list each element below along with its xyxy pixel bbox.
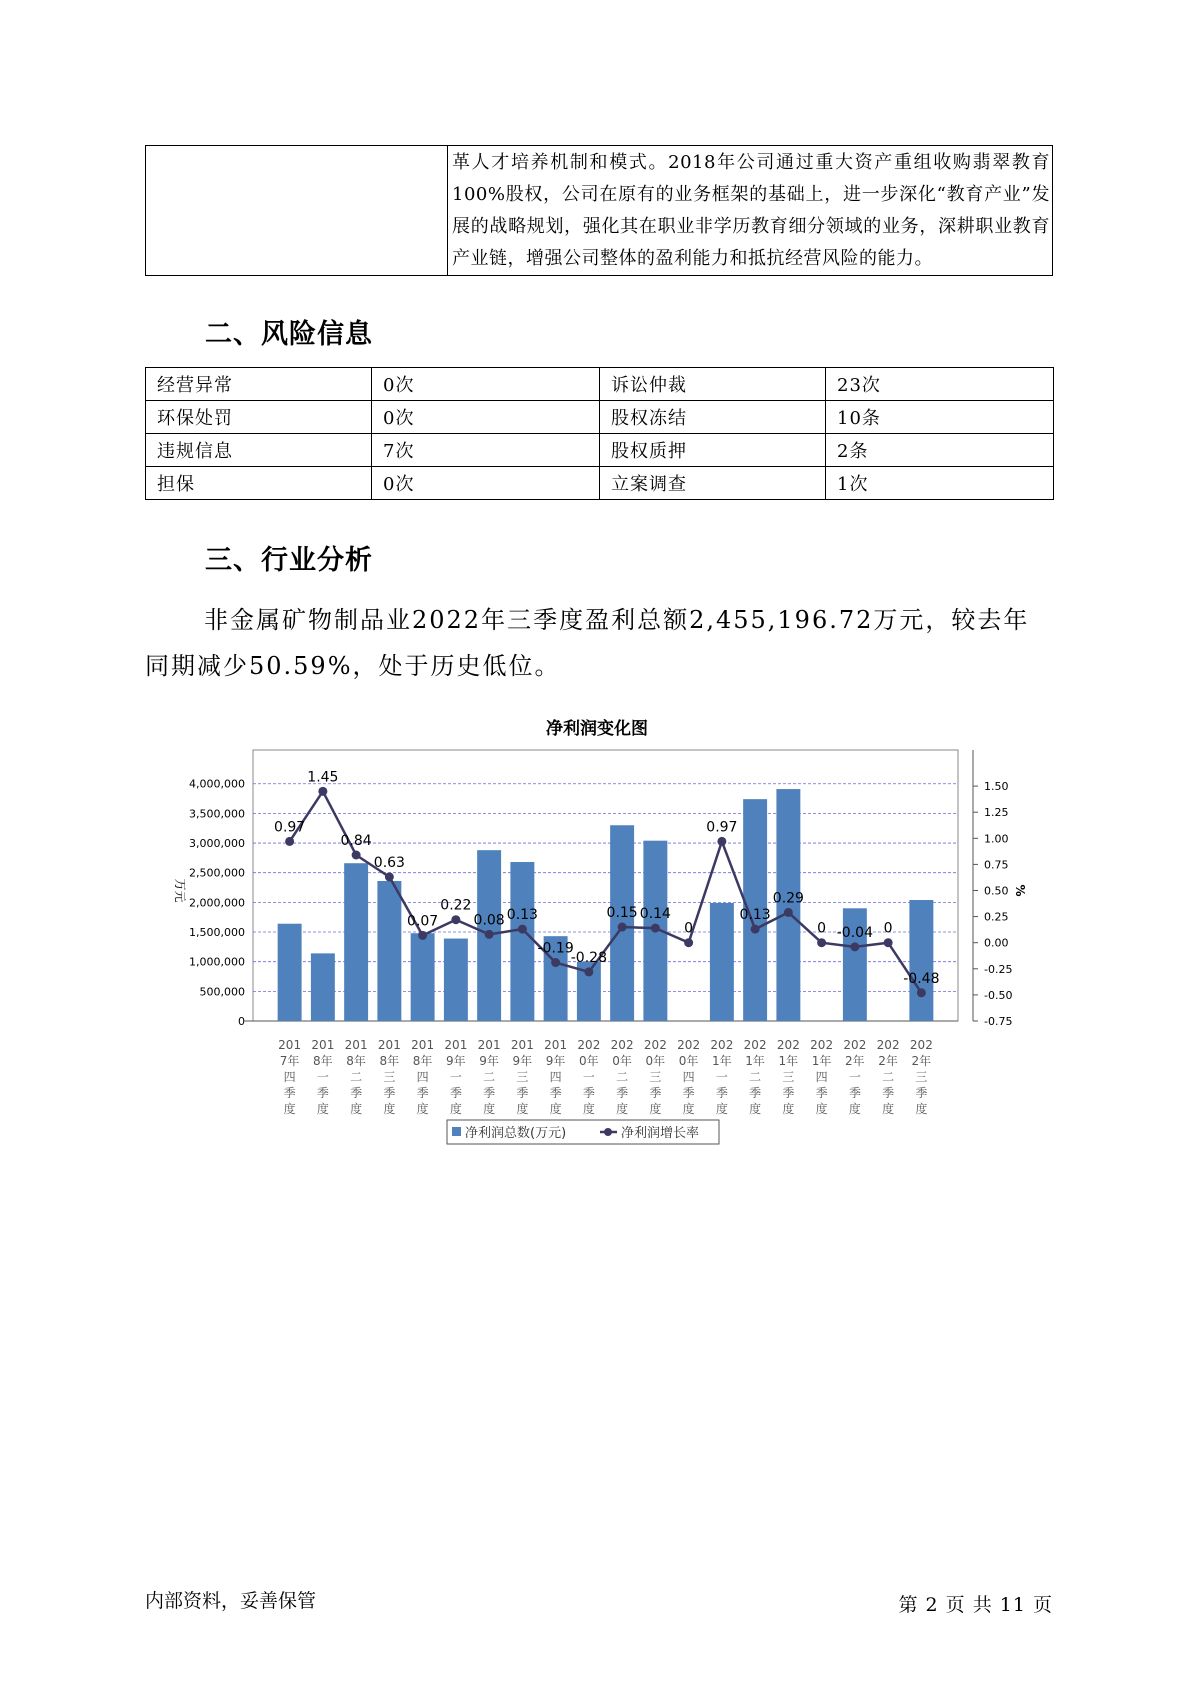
risk-label: 违规信息 — [146, 434, 372, 467]
y-tick-label: 1,500,000 — [189, 926, 245, 940]
table-row — [146, 368, 1054, 401]
risk-label: 担保 — [146, 467, 372, 500]
bar — [311, 953, 335, 1021]
data-label: 0 — [684, 920, 694, 937]
data-label: -0.48 — [903, 970, 940, 987]
bar — [710, 903, 734, 1021]
chart-title: 净利润变化图 — [546, 719, 648, 739]
x-tick-label: 202 0年一季度 — [577, 1038, 601, 1116]
risk-value: 0次 — [372, 368, 600, 401]
page-mid: 页 共 — [945, 1594, 993, 1616]
table-row — [146, 434, 1054, 467]
legend-line-marker — [604, 1128, 612, 1136]
x-tick-label: 201 7年四季度 — [278, 1038, 302, 1116]
bar — [278, 924, 302, 1021]
data-label: 0.15 — [606, 905, 638, 922]
growth-point — [318, 787, 327, 796]
y2-tick-label: 1.00 — [984, 832, 1009, 846]
growth-point — [518, 925, 527, 934]
x-tick-label: 201 8年一季度 — [311, 1038, 335, 1116]
risk-value: 10条 — [826, 401, 1054, 434]
x-tick-label: 201 9年四季度 — [544, 1038, 568, 1116]
x-tick-label: 201 9年一季度 — [444, 1038, 468, 1116]
y-tick-label: 3,000,000 — [189, 837, 245, 851]
growth-point — [618, 923, 627, 932]
growth-point — [385, 872, 394, 881]
y-tick-label: 2,500,000 — [189, 866, 245, 880]
bar — [411, 933, 435, 1021]
growth-point — [817, 938, 826, 947]
page-suffix: 页 — [1032, 1594, 1053, 1616]
company-intro-table — [145, 145, 1053, 276]
y2-tick-label: -0.25 — [984, 962, 1013, 976]
risk-value: 23次 — [826, 368, 1054, 401]
data-label: 0 — [883, 920, 893, 937]
y2-tick-label: 1.50 — [984, 780, 1009, 794]
risk-value: 2条 — [826, 434, 1054, 467]
y-tick-label: 500,000 — [199, 985, 245, 999]
data-label: 0.13 — [506, 907, 538, 924]
y-tick-label: 1,000,000 — [189, 955, 245, 969]
bar — [344, 863, 368, 1021]
growth-point — [684, 938, 693, 947]
table-row — [146, 467, 1054, 500]
net-profit-chart — [160, 710, 1040, 1170]
growth-point — [551, 958, 560, 967]
risk-value: 7次 — [372, 434, 600, 467]
risk-label: 诉讼仲裁 — [600, 368, 826, 401]
y-tick-label: 3,500,000 — [189, 807, 245, 821]
growth-point — [751, 925, 760, 934]
intro-text-cell: 革人才培养机制和模式。2018年公司通过重大资产重组收购翡翠教育100%股权，公司在原有的业务框架的基础上，进一步深化“教育产业”发展的战略规划，强化其在职业非学历教育细分领域的业务，深耕职业教育产业链，增强公司整体的盈利能力和抵抗经营风险的能力。 — [448, 146, 1053, 276]
page-total: 11 — [999, 1594, 1026, 1616]
data-label: -0.19 — [537, 940, 574, 957]
page-number — [898, 1590, 1053, 1617]
y2-tick-label: -0.50 — [984, 988, 1013, 1002]
growth-point — [850, 942, 859, 951]
risk-value: 0次 — [372, 467, 600, 500]
y2-tick-label: 0.00 — [984, 936, 1009, 950]
x-tick-label: 202 2年一季度 — [843, 1038, 867, 1116]
industry-paragraph: 非金属矿物制品业2022年三季度盈利总额2,455,196.72万元，较去年同期减少50.59%，处于历史低位。 — [145, 606, 1030, 680]
risk-label: 立案调查 — [600, 467, 826, 500]
y2-tick-label: -0.75 — [984, 1015, 1013, 1028]
y2-tick-label: 0.50 — [984, 884, 1009, 898]
risk-label: 经营异常 — [146, 368, 372, 401]
x-tick-label: 202 0年三季度 — [643, 1038, 667, 1116]
footer-confidential: 内部资料，妥善保管 — [145, 1590, 317, 1612]
x-tick-label: 202 0年四季度 — [677, 1038, 701, 1116]
growth-point — [651, 924, 660, 933]
growth-point — [784, 908, 793, 917]
growth-point — [418, 931, 427, 940]
x-tick-label: 202 1年二季度 — [743, 1038, 767, 1116]
x-tick-label: 202 1年三季度 — [776, 1038, 800, 1116]
data-label: 0.97 — [706, 819, 738, 836]
bar — [510, 862, 534, 1021]
data-label: 0.97 — [274, 819, 306, 836]
y2-tick-label: 1.25 — [984, 806, 1009, 820]
data-label: 0.63 — [373, 854, 405, 871]
x-tick-label: 201 8年四季度 — [411, 1038, 435, 1116]
growth-point — [451, 915, 460, 924]
risk-heading: 二、风险信息 — [205, 319, 373, 350]
risk-value: 0次 — [372, 401, 600, 434]
growth-point — [485, 930, 494, 939]
bar — [444, 939, 468, 1021]
x-tick-label: 202 0年二季度 — [610, 1038, 634, 1116]
page-prefix: 第 — [898, 1594, 919, 1616]
legend-bar-swatch — [452, 1127, 461, 1136]
data-label: 0.13 — [739, 907, 771, 924]
growth-point — [285, 837, 294, 846]
growth-point — [584, 967, 593, 976]
bar — [377, 881, 401, 1021]
y-tick-label: 4,000,000 — [189, 777, 245, 791]
data-label: 0.84 — [340, 833, 372, 850]
y2-tick-label: 0.75 — [984, 858, 1009, 872]
data-label: 0.29 — [772, 890, 804, 907]
risk-label: 股权冻结 — [600, 401, 826, 434]
y2-axis-label: % — [1013, 884, 1027, 897]
growth-point — [917, 988, 926, 997]
x-tick-label: 202 2年三季度 — [909, 1038, 933, 1116]
table-row — [146, 401, 1054, 434]
x-tick-label: 201 9年二季度 — [477, 1038, 501, 1116]
data-label: 1.45 — [307, 769, 339, 786]
data-label: 0.22 — [440, 897, 472, 914]
x-tick-label: 201 8年三季度 — [377, 1038, 401, 1116]
data-label: -0.28 — [570, 949, 607, 966]
y2-tick-label: 0.25 — [984, 910, 1009, 924]
data-label: 0.07 — [407, 913, 439, 930]
x-tick-label: 202 1年一季度 — [710, 1038, 734, 1116]
growth-point — [884, 938, 893, 947]
data-label: 0.08 — [473, 912, 505, 929]
intro-label-cell — [146, 146, 448, 276]
y-tick-label: 2,000,000 — [189, 896, 245, 910]
data-label: -0.04 — [836, 924, 873, 941]
x-tick-label: 202 2年二季度 — [876, 1038, 900, 1116]
page-current: 2 — [925, 1594, 939, 1616]
risk-label: 环保处罚 — [146, 401, 372, 434]
growth-point — [352, 851, 361, 860]
bar — [909, 900, 933, 1021]
data-label: 0 — [817, 920, 827, 937]
legend-bar-label: 净利润总数(万元) — [465, 1126, 567, 1141]
risk-value: 1次 — [826, 467, 1054, 500]
growth-point — [717, 837, 726, 846]
x-tick-label: 202 1年四季度 — [810, 1038, 834, 1116]
y-axis-label: 万元 — [173, 878, 187, 903]
data-label: 0.14 — [639, 906, 671, 923]
x-tick-label: 201 9年三季度 — [510, 1038, 534, 1116]
risk-label: 股权质押 — [600, 434, 826, 467]
y-tick-label: 0 — [238, 1015, 245, 1028]
risk-info-table — [145, 367, 1054, 500]
x-tick-label: 201 8年二季度 — [344, 1038, 368, 1116]
industry-heading: 三、行业分析 — [205, 545, 373, 576]
legend-line-label: 净利润增长率 — [621, 1126, 700, 1141]
